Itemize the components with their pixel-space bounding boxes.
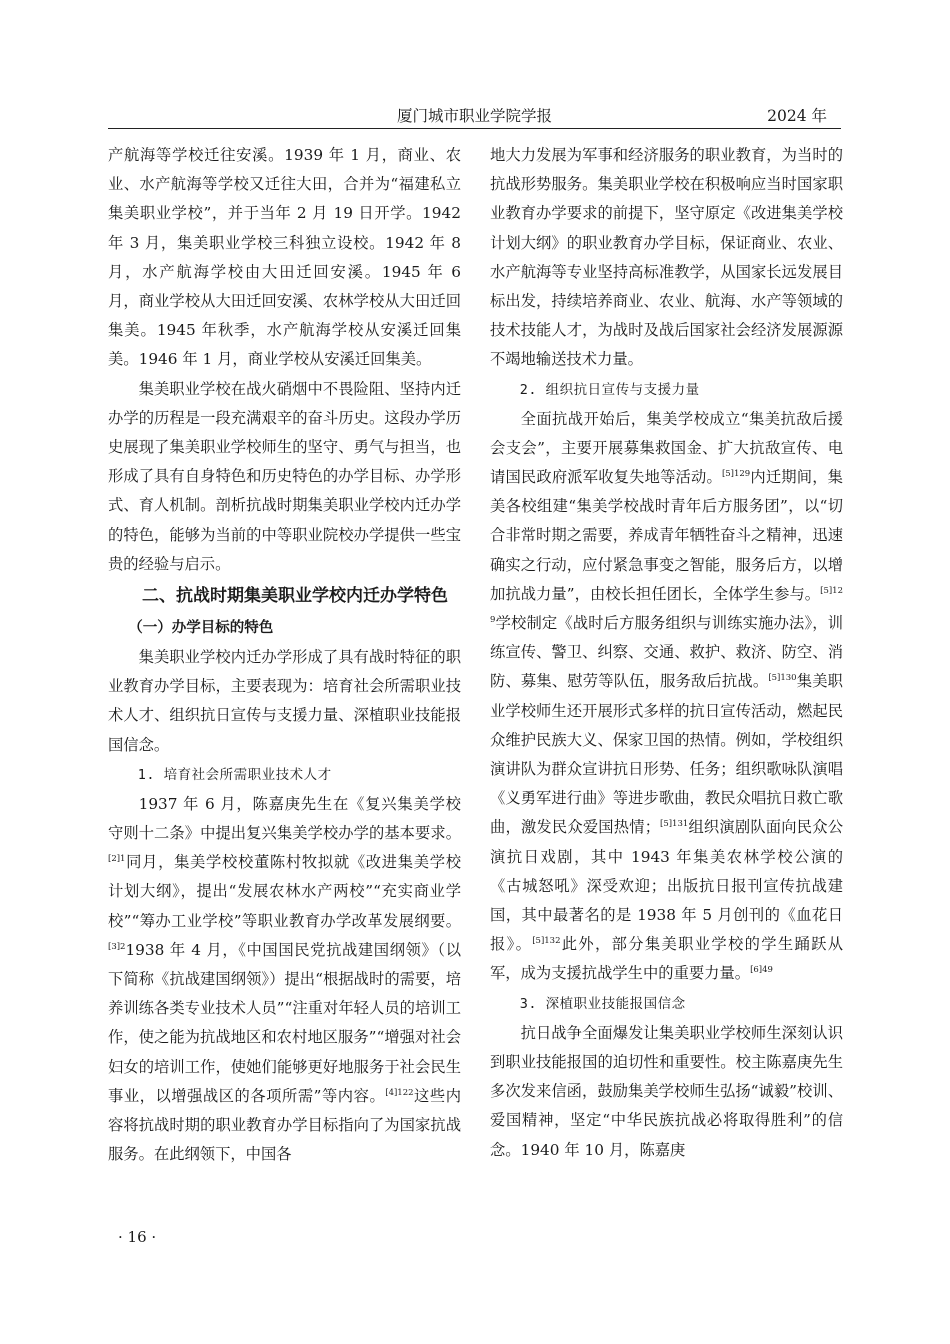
citation: [5]131 (660, 819, 689, 830)
text-run: 全面抗战开始后，集美学校成立“集美抗敌后援会支会”，主要开展募集救国金、扩大抗敌宣传、电请国民政府派军收复失地等活动。 (490, 409, 843, 487)
paragraph (490, 405, 843, 989)
citation: [2]1 (108, 854, 126, 865)
paragraph: 地大力发展为军事和经济服务的职业教育，为当时的抗战形势服务。集美职业学校在积极响应当时国家职业教育办学要求的前提下，坚守原定《改进集美学校计划大纲》的职业教育办学目标，保证商业、农业、水产航海等专业坚持高标准教学，从国家长远发展目标出发，持续培养商业、农业、航海、水产等领域的技术技能人才，为战时及战后国家社会经济发展源源不竭地输送技术力量。 (490, 146, 843, 369)
item-heading: 2. 组织抗日宣传与支援力量 (519, 381, 700, 398)
paragraph: 产航海等学校迁往安溪。1939 年 1 月，商业、农业、水产航海等学校又迁往大田，合并为“福建私立集美职业学校”，并于当年 2 月 19 日开学。1942 年 3 月，集美职业学校三科独立设校。1942 年 8 月，水产航海学校由大田迁回安溪。1945 年 6 月，商业学校从大田迁回安溪、农林学校从大田迁回集美。1945 年秋季，水产航海学校从安溪迁回集美。1946 年 1 月，商业学校从安溪迁回集美。 (108, 146, 461, 369)
paragraph (108, 790, 461, 1170)
text-run: 1938 年 4 月，《中国国民党抗战建国纲领》（以下简称《抗战建国纲领》）提出“根据战时的需要，培养训练各类专业技术人员”“注重对年轻人员的培训工作，使之能为抗战地区和农村地区服务”“增强对社会妇女的培训工作，使她们能够更好地服务于社会民生事业，以增强战区的各项所需”等内容。 (108, 940, 461, 1105)
text-run: 这些内容将抗战时期的职业教育办学目标指向了为国家抗战服务。在此纲领下，中国各 (108, 1086, 461, 1164)
item-heading: 1. 培育社会所需职业技术人才 (137, 766, 332, 783)
right-column (490, 141, 843, 1165)
paragraph: 抗日战争全面爆发让集美职业学校师生深刻认识到职业技能报国的迫切性和重要性。校主陈嘉庚先生多次发来信函，鼓励集美学校师生弘扬“诚毅”校训、爱国精神，坚定“中华民族抗战必将取得胜利”的信念。1940 年 10 月，陈嘉庚 (490, 1023, 843, 1159)
citation: [5]129 (721, 468, 751, 479)
running-header (108, 100, 841, 129)
paragraph: 集美职业学校内迁办学形成了具有战时特征的职业教育办学目标，主要表现为：培育社会所需职业技术人才、组织抗日宣传与支援力量、深植职业技能报国信念。 (108, 648, 461, 754)
text-run: 1937 年 6 月，陈嘉庚先生在《复兴集美学校守则十二条》中提出复兴集美学校办学的基本要求。 (108, 794, 461, 843)
citation: [3]2 (108, 941, 126, 952)
citation: [5]132 (532, 936, 561, 947)
text-run: 组织演剧队面向民众公演抗日戏剧，其中 1943 年集美农林学校公演的《古城怒吼》深受欢迎；出版抗日报刊宣传抗战建国，其中最著名的是 1938 年 5 月创刊的《血花日报》。 (490, 818, 843, 954)
citation: [5]130 (768, 673, 797, 684)
citation: [4]122 (385, 1087, 414, 1098)
citation: [5]129 (490, 585, 843, 625)
subsection-heading: （一）办学目标的特色 (128, 620, 274, 637)
paragraph: 集美职业学校在战火硝烟中不畏险阻、坚持内迁办学的历程是一段充满艰辛的奋斗历史。这段办学历史展现了集美职业学校师生的坚守、勇气与担当，也形成了具有自身特色和历史特色的办学目标、办学形式、育人机制。剖析抗战时期集美职业学校内迁办学的特色，能够为当前的中等职业院校办学提供一些宝贵的经验与启示。 (108, 379, 461, 573)
text-run: 此外，部分集美职业学校的学生踊跃从军，成为支援抗战学生中的重要力量。 (490, 935, 843, 983)
section-heading: 二、抗战时期集美职业学校内迁办学特色 (142, 586, 448, 607)
citation: [6]49 (750, 965, 773, 976)
left-column (108, 141, 461, 1170)
item-heading: 3. 深植职业技能报国信念 (519, 995, 686, 1012)
text-run: 集美职业学校师生还开展形式多样的抗日宣传活动，燃起民众维护民族大义、保家卫国的热情。例如，学校组织演讲队为群众宣讲抗日形势、任务；组织歌咏队演唱《义勇军进行曲》等进步歌曲，教民众唱抗日救亡歌曲，激发民众爱国热情； (490, 672, 843, 837)
page-number: · 16 · (118, 1228, 157, 1246)
text-run: 同月，集美学校校董陈村牧拟就《改进集美学校计划大纲》，提出“发展农林水产两校”“充实商业学校”“筹办工业学校”等职业教育办学改革发展纲要。 (108, 853, 461, 930)
journal-title: 厦门城市职业学院学报 (396, 107, 552, 125)
journal-year: 2024 年 (767, 107, 827, 125)
text-run: 内迁期间，集美各校组建“集美学校战时青年后方服务团”，以“切合非常时期之需要，养成青年牺牲奋斗之精神，迅速确实之行动，应付紧急事变之智能，服务后方，以增加抗战力量”，由校长担任团长，全体学生参与。 (490, 468, 843, 603)
text-run: 学校制定《战时后方服务组织与训练实施办法》，训练宣传、警卫、纠察、交通、救护、救济、防空、消防、募集、慰劳等队伍，服务敌后抗战。 (490, 614, 843, 691)
